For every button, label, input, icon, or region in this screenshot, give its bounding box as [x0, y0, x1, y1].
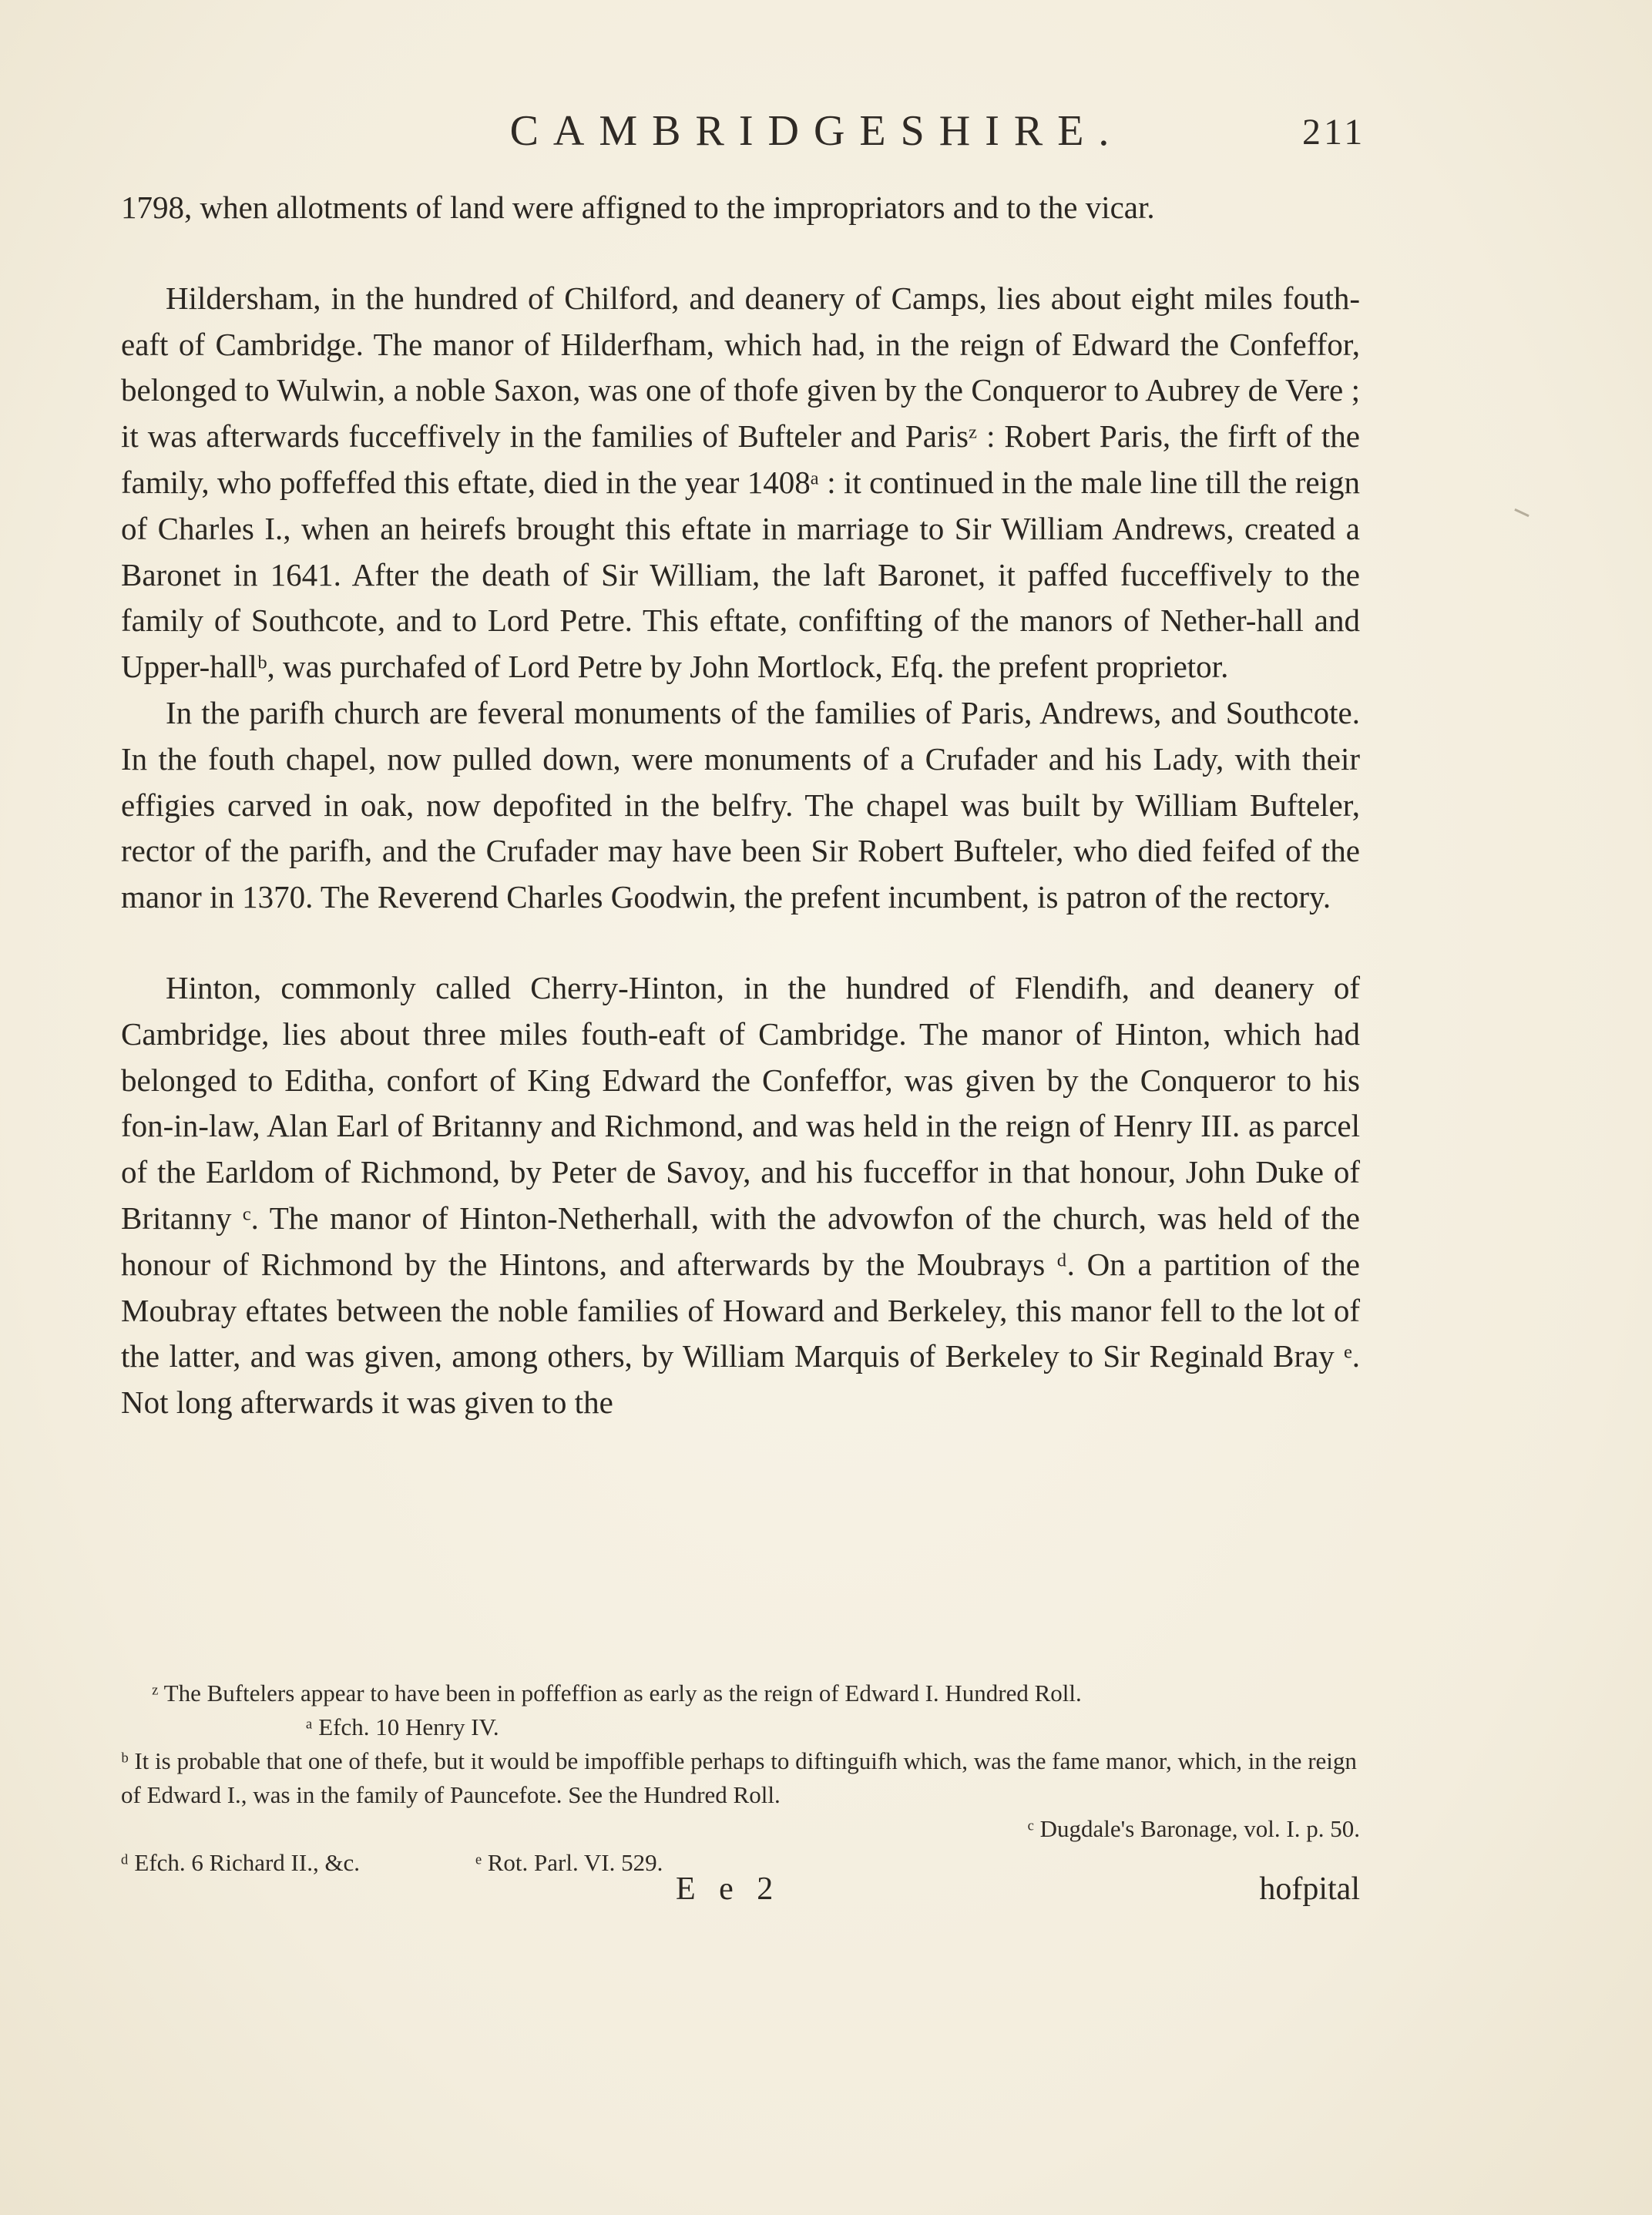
paragraph-vicar-continuation: 1798, when allotments of land were affigned to the impropriators and to the vicar. — [121, 190, 1155, 225]
paragraph-hinton: Hinton, commonly called Cherry-Hinton, in the hundred of Flendifh, and deanery of Cambridge, lies about three miles fouth-eaft of Cambridge. The manor of Hinton, which had belonged to Editha, confort of King Edward the Confeffor, was given by the Conqueror to his fon-in-law, Alan Earl of Britanny and Richmond, and was held in the reign of Henry III. as parcel of the Earldom of Richmond, by Peter de Savoy, and his fucceffor in that honour, John Duke of Britanny ᶜ. The manor of Hinton-Netherhall, with the advowfon of the church, was held of the honour of Richmond by the Hintons, and afterwards by the Moubrays ᵈ. On a partition of the Moubray eftates between the noble families of Howard and Berkeley, this manor fell to the lot of the latter, and was given, among others, by William Marquis of Berkeley to Sir Reginald Bray ᵉ. Not long afterwards it was given to the — [121, 969, 1360, 1421]
footnote-row-c — [121, 1812, 1360, 1846]
footnote-c: ᶜ Dugdale's Baronage, vol. I. p. 50. — [1027, 1815, 1360, 1842]
footnote-e: ᵉ Rot. Parl. VI. 529. — [475, 1849, 663, 1876]
paragraph-hildersham-church: In the parifh church are feveral monuments of the families of Paris, Andrews, and Southcote. In the fouth chapel, now pulled down, were monuments of a Crufader and his Lady, with their effigies carved in oak, now depofited in the belfry. The chapel was built by William Bufteler, rector of the parifh, and the Crufader may have been Sir Robert Bufteler, who died feifed of the manor in 1370. The Reverend Charles Goodwin, the prefent incumbent, is patron of the rectory. — [121, 694, 1360, 915]
footnote-row-a-b — [121, 1710, 1360, 1744]
paragraph-hildersham: Hildersham, in the hundred of Chilford, and deanery of Camps, lies about eight miles fouth-eaft of Cambridge. The manor of Hilderfham, which had, in the reign of Edward the Confeffor, belonged to Wulwin, a noble Saxon, was one of thofe given by the Conqueror to Aubrey de Vere ; it was afterwards fucceffively in the families of Bufteler and Parisᶻ : Robert Paris, the firft of the family, who poffeffed this eftate, died in the year 1408ᵃ : it continued in the male line till the reign of Charles I., when an heirefs brought this eftate in marriage to Sir William Andrews, created a Baronet in 1641. After the death of Sir William, the laft Baronet, it paffed fucceffively to the family of Southcote, and to Lord Petre. This eftate, confifting of the manors of Nether-hall and Upper-hallᵇ, was purchafed of Lord Petre by John Mortlock, Efq. the prefent proprietor. — [121, 280, 1360, 685]
margin-mark — [1514, 508, 1529, 517]
running-title: CAMBRIDGESHIRE. — [509, 107, 1124, 155]
footnote-b: ᵇ It is probable that one of thefe, but it would be impoffible perhaps to diftinguifh which, was the fame manor, which, in the reign of Edward I., was in the family of Pauncefote. See the Hundred Roll. — [121, 1747, 1357, 1808]
footnote-z: ᶻ The Buftelers appear to have been in poffeffion as early as the reign of Edward I. Hundred Roll. — [152, 1680, 1082, 1707]
main-text — [121, 185, 1360, 1426]
printer-signature: E e 2 — [676, 1871, 781, 1907]
footnotes — [121, 1676, 1360, 1880]
footnote-a: ᵃ Efch. 10 Henry IV. — [306, 1713, 499, 1740]
catchword: hofpital — [1259, 1871, 1360, 1907]
page-number: 211 — [1302, 112, 1366, 153]
footnote-d: ᵈ Efch. 6 Richard II., &c. — [121, 1849, 361, 1876]
